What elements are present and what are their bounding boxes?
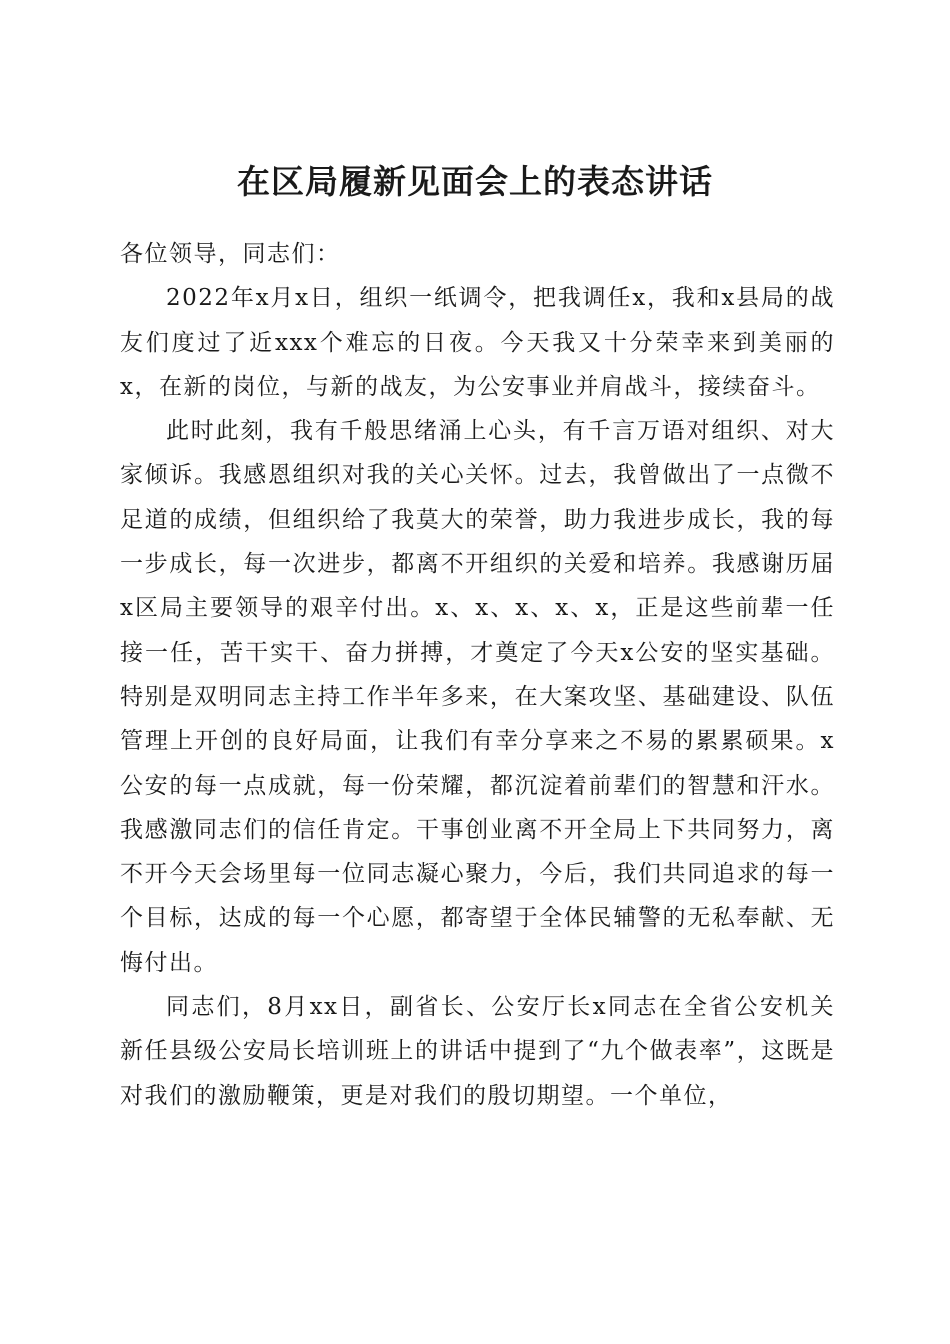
paragraph-nine-examples: 同志们，8月xx日，副省长、公安厅长x同志在全省公安机关新任县级公安局长培训班上的讲话中提到了“九个做表率”，这既是对我们的激励鞭策，更是对我们的殷切期望。一个单位，: [120, 994, 835, 1109]
paragraph-gratitude: 此时此刻，我有千般思绪涌上心头，有千言万语对组织、对大家倾诉。我感恩组织对我的关心关怀。过去，我曾做出了一点微不足道的成绩，但组织给了我莫大的荣誉，助力我进步成长，我的每一步成长，每一次进步，都离不开组织的关爱和培养。我感谢历届x区局主要领导的艰辛付出。x、x、x、x、x，正是这些前辈一任接一任，苦干实干、奋力拼搏，才奠定了今天x公安的坚实基础。特别是双明同志主持工作半年多来，在大案攻坚、基础建设、队伍管理上开创的良好局面，让我们有幸分享来之不易的累累硕果。x公安的每一点成就，每一份荣耀，都沉淀着前辈们的智慧和汗水。我感激同志们的信任肯定。干事创业离不开全局上下共同努力，离不开今天会场里每一位同志凝心聚力，今后，我们共同追求的每一个目标，达成的每一个心愿，都寄望于全体民辅警的无私奉献、无悔付出。: [120, 418, 835, 976]
document-body: [120, 232, 835, 1118]
document-title: 在区局履新见面会上的表态讲话: [237, 162, 713, 202]
paragraph-appointment: 2022年x月x日，组织一纸调令，把我调任x，我和x县局的战友们度过了近xxx个难忘的日夜。今天我又十分荣幸来到美丽的x，在新的岗位，与新的战友，为公安事业并肩战斗，接续奋斗。: [120, 285, 835, 400]
salutation: 各位领导，同志们：: [120, 241, 341, 267]
